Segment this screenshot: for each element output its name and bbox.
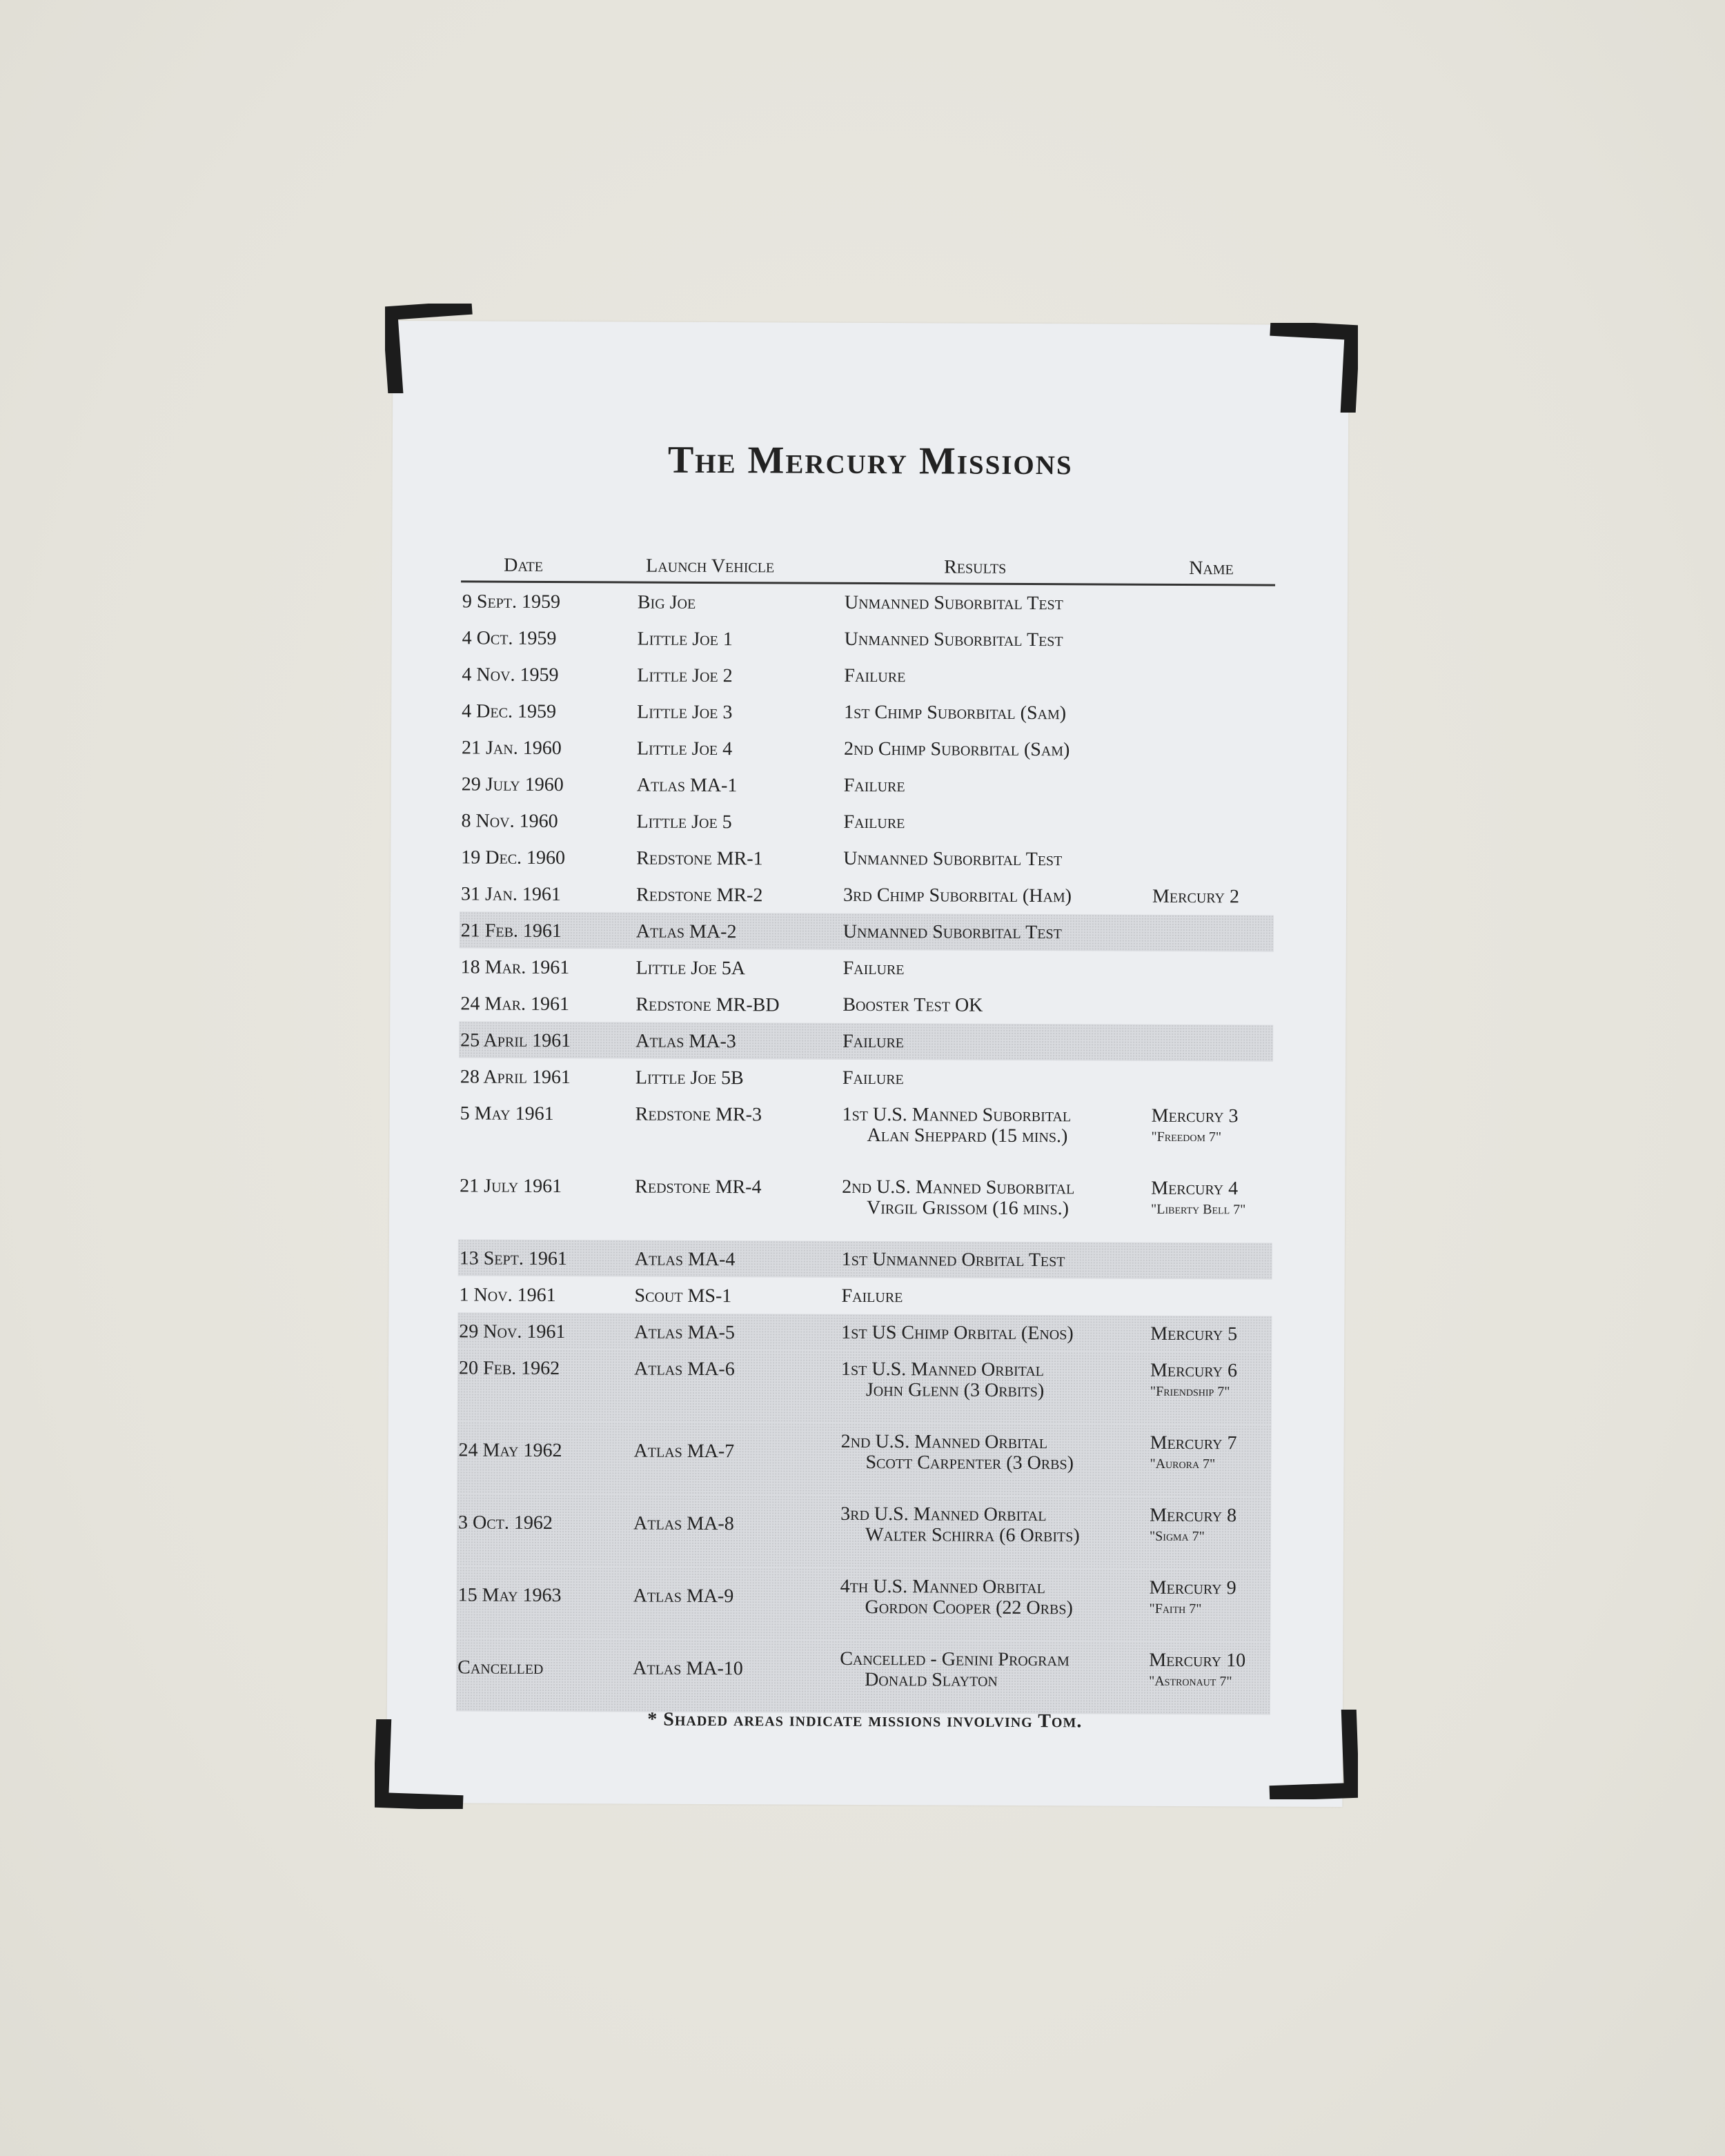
table-row (459, 1058, 1273, 1098)
table-row (457, 1276, 1272, 1316)
table-row (460, 765, 1274, 805)
mission-result (842, 1249, 1065, 1271)
capsule-name: Mercury 2 (1152, 885, 1240, 908)
result-line-1: Booster Test OK (842, 993, 983, 1016)
launch-vehicle: Atlas MA-9 (633, 1585, 734, 1608)
mission-result (842, 1031, 904, 1052)
result-line-2: Gordon Cooper (22 Orbs) (865, 1596, 1073, 1619)
launch-vehicle: Redstone MR-1 (636, 847, 763, 870)
table-row (460, 911, 1274, 951)
mission-result (840, 1649, 1070, 1691)
mission-name (1150, 1433, 1236, 1475)
header-vehicle: Launch Vehicle (646, 555, 775, 577)
mission-date: 15 May 1963 (457, 1584, 562, 1607)
launch-vehicle: Redstone MR-BD (635, 993, 780, 1016)
launch-vehicle: Little Joe 5B (635, 1067, 744, 1089)
launch-vehicle: Scout MS-1 (634, 1285, 732, 1307)
result-line-1: 2nd U.S. Manned Suborbital (842, 1176, 1075, 1199)
mission-date: 18 Mar. 1961 (460, 956, 570, 979)
mission-date: 1 Nov. 1961 (459, 1284, 556, 1307)
table-row (459, 985, 1273, 1025)
table-row (461, 619, 1275, 659)
table-row (456, 1639, 1270, 1714)
result-line-1: Unmanned Suborbital Test (844, 591, 1063, 615)
mission-date: 24 Mar. 1961 (460, 993, 570, 1016)
capsule-name: Mercury 7 (1150, 1432, 1237, 1454)
mission-result (840, 1432, 1074, 1474)
mission-date: 3 Oct. 1962 (458, 1512, 553, 1534)
result-line-2: Scott Carpenter (3 Orbs) (865, 1451, 1074, 1474)
mission-date: Cancelled (457, 1656, 544, 1679)
result-line-1: 1st Unmanned Orbital Test (841, 1248, 1065, 1272)
table-row (458, 1167, 1272, 1243)
launch-vehicle: Little Joe 2 (637, 664, 733, 687)
mission-date: 21 Feb. 1961 (460, 920, 562, 942)
mission-name (1149, 1650, 1245, 1692)
mission-date: 29 Nov. 1961 (459, 1321, 566, 1343)
mission-result (841, 1359, 1045, 1401)
result-line-1: Failure (842, 957, 905, 980)
capsule-alias: "Sigma 7" (1149, 1528, 1205, 1545)
result-line-1: 4th U.S. Manned Orbital (840, 1575, 1045, 1599)
launch-vehicle: Atlas MA-7 (633, 1440, 735, 1463)
mission-result (844, 739, 1070, 760)
capsule-name: Mercury 10 (1149, 1649, 1246, 1672)
table-row (457, 1312, 1272, 1352)
mission-result (840, 1504, 1080, 1547)
result-line-2: Virgil Grissom (16 mins.) (867, 1196, 1070, 1220)
table-row (460, 838, 1274, 878)
photo-corner-top-right (1268, 323, 1358, 413)
mission-result (845, 629, 1063, 651)
mission-name (1151, 1178, 1246, 1220)
result-line-1: 1st US Chimp Orbital (Enos) (841, 1321, 1074, 1345)
launch-vehicle: Atlas MA-4 (634, 1248, 736, 1271)
mission-date: 4 Dec. 1959 (462, 700, 557, 723)
launch-vehicle: Atlas MA-5 (634, 1321, 736, 1344)
mission-name (1150, 1324, 1237, 1345)
capsule-alias: "Freedom 7" (1151, 1129, 1222, 1145)
result-line-1: Failure (843, 774, 905, 797)
launch-vehicle: Little Joe 4 (636, 738, 733, 760)
launch-vehicle: Atlas MA-2 (635, 920, 737, 943)
page-title: The Mercury Missions (667, 438, 1073, 484)
table-row (457, 1349, 1272, 1425)
capsule-alias: "Faith 7" (1149, 1601, 1202, 1617)
table-row (460, 692, 1274, 732)
launch-vehicle: Big Joe (637, 591, 696, 613)
result-line-1: Failure (841, 1285, 903, 1307)
mission-result (840, 1576, 1073, 1619)
launch-vehicle: Atlas MA-3 (635, 1030, 736, 1053)
result-line-1: Failure (842, 1067, 904, 1089)
capsule-name: Mercury 4 (1151, 1177, 1239, 1200)
launch-vehicle: Atlas MA-10 (633, 1657, 743, 1680)
result-line-2: Walter Schirra (6 Orbits) (865, 1523, 1080, 1547)
capsule-name: Mercury 5 (1150, 1323, 1238, 1345)
result-line-1: Cancelled - Genini Program (840, 1648, 1070, 1671)
table-row (458, 1094, 1272, 1170)
table-body (456, 582, 1275, 1714)
mission-result (842, 1177, 1074, 1219)
result-line-1: 3rd U.S. Manned Orbital (840, 1503, 1047, 1526)
mission-result (845, 593, 1063, 614)
mission-result (843, 922, 1062, 943)
mission-date: 8 Nov. 1960 (461, 810, 558, 833)
mission-name (1149, 1578, 1236, 1620)
photo-corner-top-left (385, 304, 475, 393)
capsule-alias: "Friendship 7" (1150, 1383, 1230, 1400)
result-line-1: Unmanned Suborbital Test (844, 628, 1063, 651)
mission-date: 21 July 1961 (460, 1175, 562, 1198)
launch-vehicle: Redstone MR-2 (635, 884, 763, 907)
result-line-1: 3rd Chimp Suborbital (Ham) (842, 884, 1072, 907)
result-line-2: Alan Sheppard (15 mins.) (867, 1124, 1068, 1147)
result-line-1: Failure (842, 1030, 905, 1053)
mission-result (843, 958, 905, 979)
mission-date: 21 Jan. 1960 (461, 737, 562, 760)
mission-result (841, 1286, 903, 1307)
mission-result (844, 702, 1066, 724)
result-line-2: Donald Slayton (865, 1668, 998, 1691)
table-row (459, 1021, 1273, 1061)
mission-sheet (386, 321, 1348, 1807)
mission-result (842, 995, 983, 1016)
mission-result (841, 1323, 1074, 1344)
capsule-name: Mercury 9 (1149, 1576, 1236, 1599)
launch-vehicle: Little Joe 5 (636, 811, 732, 833)
mission-date: 13 Sept. 1961 (459, 1247, 567, 1270)
mission-date: 29 July 1960 (461, 773, 564, 796)
mission-result (844, 775, 905, 796)
mission-date: 20 Feb. 1962 (459, 1357, 560, 1380)
header-name: Name (1189, 557, 1234, 580)
table-row (457, 1421, 1271, 1497)
mission-name (1150, 1361, 1237, 1403)
mission-name (1152, 887, 1239, 908)
capsule-alias: "Astronaut 7" (1149, 1673, 1232, 1690)
footnote: * Shaded areas indicate missions involving Tom. (647, 1708, 1083, 1732)
capsule-alias: "Liberty Bell 7" (1151, 1201, 1246, 1218)
mission-date: 19 Dec. 1960 (461, 847, 566, 869)
table-row (460, 875, 1274, 915)
capsule-name: Mercury 8 (1150, 1504, 1237, 1527)
result-line-1: 1st U.S. Manned Suborbital (842, 1103, 1072, 1127)
table-row (459, 948, 1273, 988)
table-header (461, 548, 1275, 586)
result-line-1: 1st U.S. Manned Orbital (841, 1358, 1044, 1381)
launch-vehicle: Little Joe 3 (637, 701, 733, 724)
header-date: Date (504, 554, 544, 576)
capsule-alias: "Aurora 7" (1150, 1456, 1216, 1472)
capsule-name: Mercury 3 (1151, 1105, 1239, 1127)
result-line-1: Failure (843, 811, 905, 833)
mission-date: 9 Sept. 1959 (462, 591, 561, 613)
mission-date: 25 April 1961 (460, 1029, 571, 1052)
mission-result (842, 1105, 1071, 1147)
missions-table (456, 548, 1275, 1714)
mission-result (843, 812, 905, 833)
result-line-1: Unmanned Suborbital Test (843, 847, 1063, 871)
mission-result (843, 849, 1062, 870)
result-line-1: 2nd U.S. Manned Orbital (840, 1430, 1048, 1454)
result-line-2: John Glenn (3 Orbits) (865, 1378, 1045, 1402)
mission-name (1150, 1505, 1236, 1547)
photo-corner-bottom-left (375, 1719, 464, 1809)
launch-vehicle: Little Joe 1 (637, 628, 733, 651)
result-line-1: 1st Chimp Suborbital (Sam) (844, 701, 1067, 724)
mission-date: 28 April 1961 (460, 1066, 571, 1089)
launch-vehicle: Little Joe 5A (635, 957, 746, 980)
table-row (460, 802, 1274, 842)
launch-vehicle: Atlas MA-6 (634, 1358, 735, 1381)
header-results: Results (944, 556, 1007, 578)
table-row (458, 1239, 1272, 1279)
mission-date: 4 Oct. 1959 (462, 627, 557, 650)
table-row (457, 1494, 1271, 1570)
table-row (461, 582, 1275, 622)
table-row (456, 1566, 1270, 1642)
photo-corner-bottom-right (1268, 1710, 1358, 1799)
mission-date: 31 Jan. 1961 (461, 883, 561, 906)
capsule-name: Mercury 6 (1150, 1359, 1238, 1382)
mission-result (844, 666, 905, 686)
launch-vehicle: Redstone MR-3 (635, 1103, 762, 1126)
result-line-1: Unmanned Suborbital Test (842, 920, 1062, 944)
mission-date: 24 May 1962 (458, 1439, 562, 1462)
table-row (460, 655, 1274, 695)
mission-date: 5 May 1961 (460, 1102, 554, 1125)
launch-vehicle: Redstone MR-4 (635, 1176, 762, 1198)
launch-vehicle: Atlas MA-1 (636, 774, 738, 797)
result-line-1: 2nd Chimp Suborbital (Sam) (843, 738, 1070, 761)
launch-vehicle: Atlas MA-8 (633, 1512, 734, 1535)
mission-result (843, 885, 1072, 907)
table-row (460, 729, 1274, 769)
mission-date: 4 Nov. 1959 (462, 664, 559, 686)
mission-name (1151, 1106, 1238, 1148)
result-line-1: Failure (844, 664, 906, 687)
mission-result (842, 1068, 904, 1089)
